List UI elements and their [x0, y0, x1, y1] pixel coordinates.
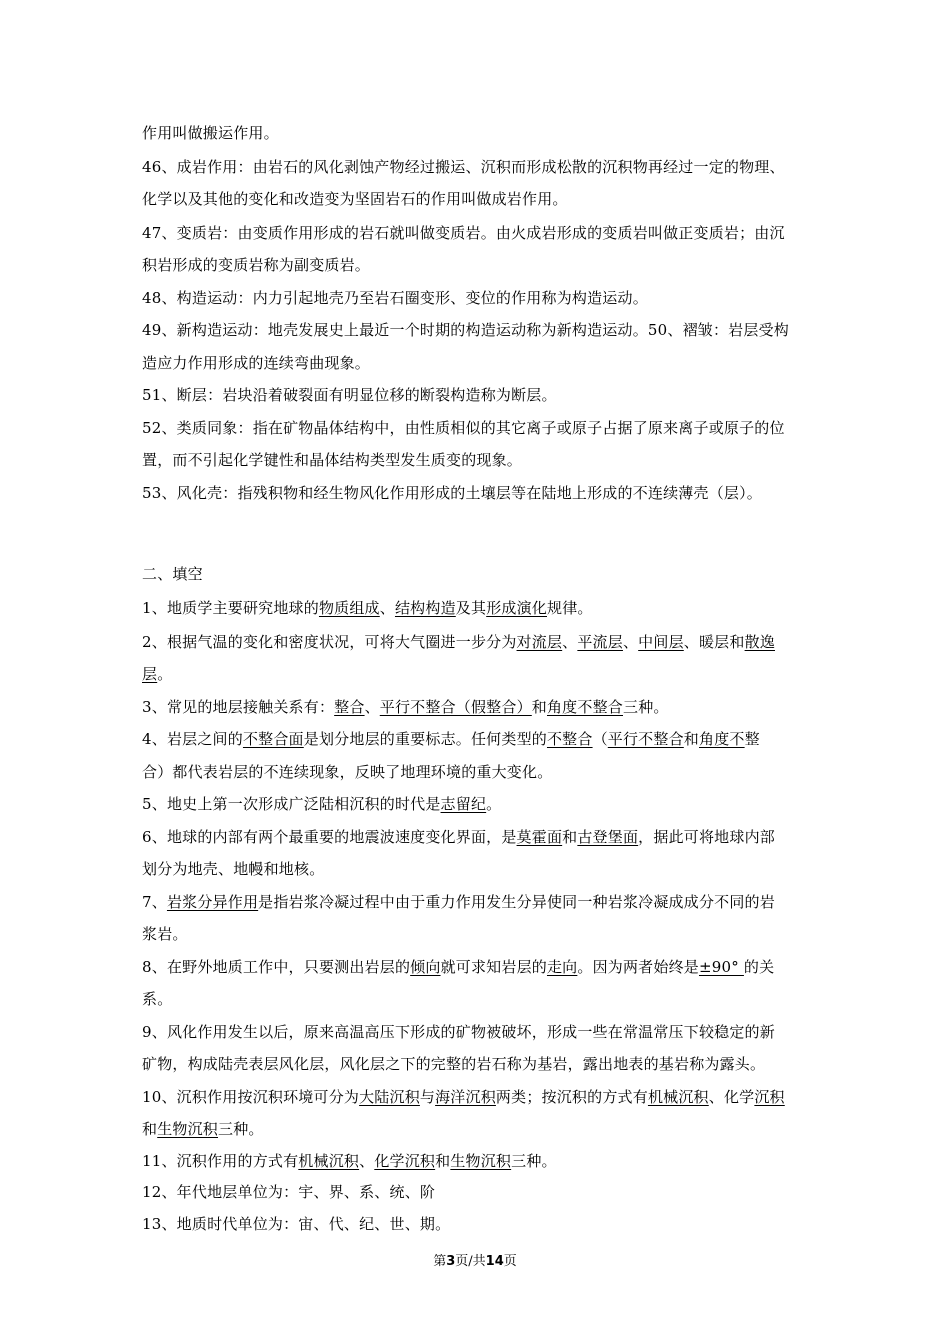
answer-blank: 结构构造 [394, 599, 456, 617]
text-run: 规律。 [547, 599, 593, 617]
text-run: 46、成岩作用：由岩石的风化剥蚀产物经过搬运、沉积而形成松散的沉积物再经过一定的物理、 [142, 158, 785, 176]
section-title: 二、填空 [142, 565, 203, 583]
text-run: 10、沉积作用按沉积环境可分为 [142, 1088, 360, 1106]
text-run: 12、年代地层单位为：宇、界、系、统、阶 [142, 1183, 436, 1201]
answer-blank: 对流层 [516, 633, 563, 651]
text-line [142, 729, 760, 749]
text-run: 。因为两者始终是 [577, 958, 699, 976]
text-run: 、化学 [708, 1088, 755, 1106]
answer-blank: 生物沉积 [450, 1152, 512, 1170]
text-run: 是指岩浆冷凝过程中由于重力作用发生分异使同一种岩浆冷凝成成分不同的岩 [258, 893, 775, 911]
text-run: 11、沉积作用的方式有 [142, 1152, 299, 1170]
answer-blank: 走向 [546, 958, 578, 976]
answer-blank: 平行不整合 [607, 730, 684, 748]
text-run: 、暖层和 [683, 633, 745, 651]
text-line [142, 632, 775, 652]
text-run: 、 [622, 633, 639, 651]
text-line [142, 1214, 450, 1234]
answer-blank: 志留纪 [440, 795, 487, 813]
text-run: 1、地质学主要研究地球的 [142, 599, 319, 617]
answer-blank: 生物沉积 [157, 1120, 219, 1138]
text-run: 积岩形成的变质岩称为副变质岩。 [142, 256, 371, 274]
text-line [142, 320, 789, 340]
text-line [142, 1054, 765, 1074]
text-run: 的关 [743, 958, 775, 976]
text-run: 三种。 [623, 698, 669, 716]
text-run: 、 [379, 599, 395, 617]
text-line [142, 827, 775, 847]
answer-blank: 物质组成 [318, 599, 380, 617]
text-run: 和 [683, 730, 699, 748]
text-line [142, 598, 593, 618]
text-run: 9、风化作用发生以后，原来高温高压下形成的矿物被破坏，形成一些在常温常压下较稳定的新 [142, 1023, 775, 1041]
text-run: 造应力作用形成的连续弯曲现象。 [142, 354, 371, 372]
text-run: 49、新构造运动：地壳发展史上最近一个时期的构造运动称为新构造运动。50、褶皱：岩层受构 [142, 321, 789, 339]
answer-blank: 角度不 [699, 730, 745, 748]
text-run: 53、风化壳：指残积物和经生物风化作用形成的土壤层等在陆地上形成的不连续薄壳（层）。 [142, 484, 762, 502]
text-run: 。 [486, 795, 502, 813]
text-line [142, 189, 568, 209]
answer-blank: 散逸 [744, 633, 775, 651]
text-run: 5、地史上第一次形成广泛陆相沉积的时代是 [142, 795, 441, 813]
text-line [142, 450, 522, 470]
answer-blank: 化学沉积 [374, 1152, 436, 1170]
answer-blank: 岩浆分异作用 [166, 893, 259, 911]
text-line [142, 1119, 264, 1139]
text-line [142, 353, 370, 373]
text-run: 52、类质同象：指在矿物晶体结构中，由性质相似的其它离子或原子占据了原来离子或原子的位 [142, 419, 785, 437]
answer-blank: 机械沉积 [647, 1088, 709, 1106]
text-run: 三种。 [218, 1120, 264, 1138]
text-line [142, 697, 669, 717]
text-run: 和 [562, 828, 578, 846]
text-line [142, 123, 279, 143]
text-line [142, 157, 785, 177]
page-footer [0, 1253, 950, 1271]
text-run: 就可求知岩层的 [440, 958, 547, 976]
answer-blank: 角度不整合 [546, 698, 623, 716]
text-run: 系。 [142, 990, 173, 1008]
text-run: 7、 [142, 893, 167, 911]
answer-blank: ±90° [698, 958, 744, 976]
text-line [142, 989, 172, 1009]
text-run: 2、根据气温的变化和密度状况，可将大气圈进一步分为 [142, 633, 517, 651]
answer-blank: 大陆沉积 [359, 1088, 420, 1106]
text-run: （ [592, 730, 608, 748]
text-run: 是划分地层的重要标志。任何类型的 [303, 730, 547, 748]
text-run: 47、变质岩：由变质作用形成的岩石就叫做变质岩。由火成岩形成的变质岩叫做正变质岩；由沉 [142, 224, 785, 242]
text-line [142, 418, 785, 438]
text-run: 、 [562, 633, 578, 651]
text-run: 6、地球的内部有两个最重要的地震波速度变化界面，是 [142, 828, 517, 846]
text-line [142, 664, 172, 684]
text-run: 及其 [455, 599, 487, 617]
text-run: 置，而不引起化学键性和晶体结构类型发生质变的现象。 [142, 451, 523, 469]
text-line [142, 288, 648, 308]
text-run: 浆岩。 [142, 925, 188, 943]
text-line [142, 1151, 557, 1171]
text-line [142, 223, 785, 243]
text-line [142, 1182, 435, 1202]
text-run: 化学以及其他的变化和改造变为坚固岩石的作用叫做成岩作用。 [142, 190, 568, 208]
text-run: 3、常见的地层接触关系有： [142, 698, 335, 716]
text-run: 和 [531, 698, 547, 716]
text-run: 13、地质时代单位为：宙、代、纪、世、期。 [142, 1215, 451, 1233]
text-run: 51、断层：岩块沿着破裂面有明显位移的断裂构造称为断层。 [142, 386, 557, 404]
text-line [142, 892, 775, 912]
answer-blank: 平流层 [577, 633, 623, 651]
text-run: 整 [744, 730, 760, 748]
text-run: 、 [364, 698, 380, 716]
text-line [142, 255, 370, 275]
answer-blank: 莫霍面 [516, 828, 563, 846]
answer-blank: 层 [142, 665, 158, 683]
footer-prefix: 第 [433, 1254, 447, 1269]
text-run: 三种。 [511, 1152, 557, 1170]
text-run: 合）都代表岩层的不连续现象，反映了地理环境的重大变化。 [142, 763, 553, 781]
answer-blank: 倾向 [410, 958, 441, 976]
text-line [142, 483, 762, 503]
footer-suffix: 页 [503, 1254, 517, 1269]
answer-blank: 不整合面 [242, 730, 304, 748]
text-line [142, 1087, 785, 1107]
answer-blank: 形成演化 [486, 599, 547, 617]
answer-blank: 沉积 [754, 1088, 785, 1106]
text-line [142, 859, 324, 879]
text-run: 和 [142, 1120, 158, 1138]
text-line [142, 762, 552, 782]
text-line [142, 1022, 775, 1042]
text-run: 划分为地壳、地幔和地核。 [142, 860, 325, 878]
answer-blank: 不整合 [546, 730, 593, 748]
text-run: 48、构造运动：内力引起地壳乃至岩石圈变形、变位的作用称为构造运动。 [142, 289, 648, 307]
text-run: 和 [435, 1152, 451, 1170]
text-line [142, 385, 557, 405]
footer-total-pages: 14 [485, 1254, 504, 1269]
text-line [142, 794, 501, 814]
answer-blank: 中间层 [638, 633, 684, 651]
answer-blank: 古登堡面 [577, 828, 639, 846]
footer-middle: 页/共 [455, 1254, 486, 1269]
text-run: 矿物，构成陆壳表层风化层，风化层之下的完整的岩石称为基岩，露出地表的基岩称为露头。 [142, 1055, 766, 1073]
text-run: 与 [419, 1088, 436, 1106]
text-run: 作用叫做搬运作用。 [142, 124, 279, 142]
answer-blank: 海洋沉积 [435, 1088, 496, 1106]
answer-blank: 整合 [334, 698, 365, 716]
text-run: 8、在野外地质工作中，只要测出岩层的 [142, 958, 411, 976]
text-run: 两类；按沉积的方式有 [495, 1088, 648, 1106]
answer-blank: 机械沉积 [298, 1152, 360, 1170]
text-run: ，据此可将地球内部 [638, 828, 775, 846]
text-line [142, 924, 188, 944]
answer-blank: 平行不整合（假整合） [379, 698, 532, 716]
text-run: 。 [157, 665, 173, 683]
text-run: 4、岩层之间的 [142, 730, 243, 748]
footer-page-number: 3 [446, 1254, 456, 1269]
text-run: 、 [359, 1152, 375, 1170]
text-line [142, 957, 774, 977]
